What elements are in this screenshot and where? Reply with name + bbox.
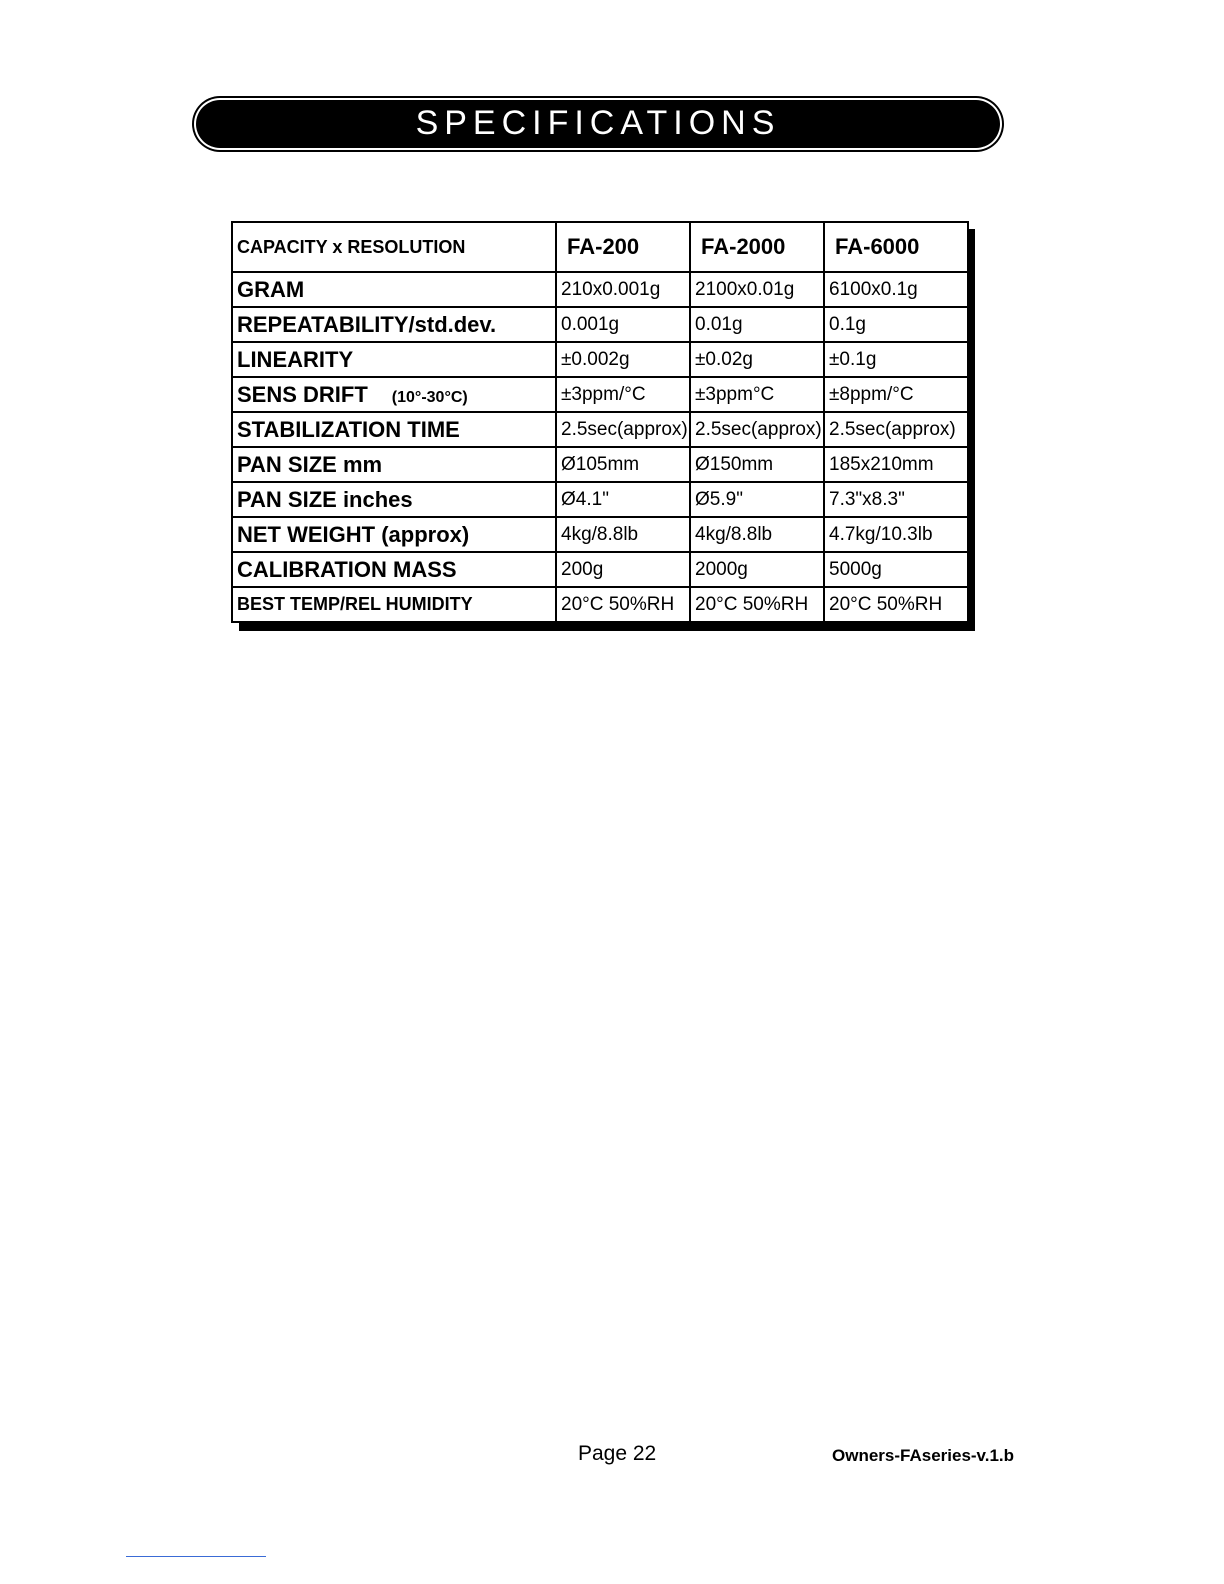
table-cell: 210x0.001g — [556, 272, 690, 307]
table-header-row — [232, 222, 968, 272]
table-cell: 20°C 50%RH — [824, 587, 968, 622]
table-row — [232, 377, 968, 412]
table-cell: 6100x0.1g — [824, 272, 968, 307]
table-cell: ±0.002g — [556, 342, 690, 377]
row-label: BEST TEMP/REL HUMIDITY — [232, 587, 556, 622]
specifications-table-container — [231, 221, 967, 623]
table-cell: 0.01g — [690, 307, 824, 342]
row-sublabel: (10°-30°C) — [391, 388, 468, 406]
table-row — [232, 447, 968, 482]
table-cell: 4kg/8.8lb — [690, 517, 824, 552]
table-cell: Ø5.9" — [690, 482, 824, 517]
specifications-banner — [196, 100, 1000, 148]
model-header: FA-6000 — [824, 222, 968, 272]
model-header: FA-2000 — [690, 222, 824, 272]
header-label: CAPACITY x RESOLUTION — [232, 222, 556, 272]
table-cell: Ø105mm — [556, 447, 690, 482]
row-label: STABILIZATION TIME — [232, 412, 556, 447]
table-cell: 7.3"x8.3" — [824, 482, 968, 517]
table-cell: 0.001g — [556, 307, 690, 342]
table-cell: 2100x0.01g — [690, 272, 824, 307]
table-cell: 2.5sec(approx) — [690, 412, 824, 447]
divider — [126, 1556, 266, 1557]
table-cell: ±0.02g — [690, 342, 824, 377]
table-row — [232, 342, 968, 377]
table-cell: Ø4.1" — [556, 482, 690, 517]
table-row — [232, 307, 968, 342]
table-row — [232, 412, 968, 447]
page-number: Page 22 — [578, 1442, 657, 1465]
table-cell: 2.5sec(approx) — [556, 412, 690, 447]
row-label: NET WEIGHT (approx) — [232, 517, 556, 552]
table-cell: 0.1g — [824, 307, 968, 342]
table-cell: 4kg/8.8lb — [556, 517, 690, 552]
row-label: SENS DRIFT — [237, 381, 368, 407]
row-label-cell — [232, 377, 556, 412]
document-id: Owners-FAseries-v.1.b — [832, 1446, 1015, 1465]
table-cell: ±3ppm°C — [690, 377, 824, 412]
table-cell: 2.5sec(approx) — [824, 412, 968, 447]
table-cell: 185x210mm — [824, 447, 968, 482]
table-row — [232, 517, 968, 552]
table-cell: 5000g — [824, 552, 968, 587]
specifications-table — [231, 221, 969, 623]
table-row — [232, 552, 968, 587]
table-cell: ±8ppm/°C — [824, 377, 968, 412]
row-label: GRAM — [232, 272, 556, 307]
table-cell: 20°C 50%RH — [556, 587, 690, 622]
table-cell: ±0.1g — [824, 342, 968, 377]
table-cell: 2000g — [690, 552, 824, 587]
table-row — [232, 482, 968, 517]
row-label: LINEARITY — [232, 342, 556, 377]
model-header: FA-200 — [556, 222, 690, 272]
row-label: PAN SIZE inches — [232, 482, 556, 517]
table-cell: 20°C 50%RH — [690, 587, 824, 622]
table-cell: 200g — [556, 552, 690, 587]
table-cell: Ø150mm — [690, 447, 824, 482]
row-label: REPEATABILITY/std.dev. — [232, 307, 556, 342]
table-row — [232, 587, 968, 622]
table-cell: 4.7kg/10.3lb — [824, 517, 968, 552]
table-cell: ±3ppm/°C — [556, 377, 690, 412]
table-row — [232, 272, 968, 307]
row-label: PAN SIZE mm — [232, 447, 556, 482]
row-label: CALIBRATION MASS — [232, 552, 556, 587]
page-title: SPECIFICATIONS — [415, 104, 781, 142]
